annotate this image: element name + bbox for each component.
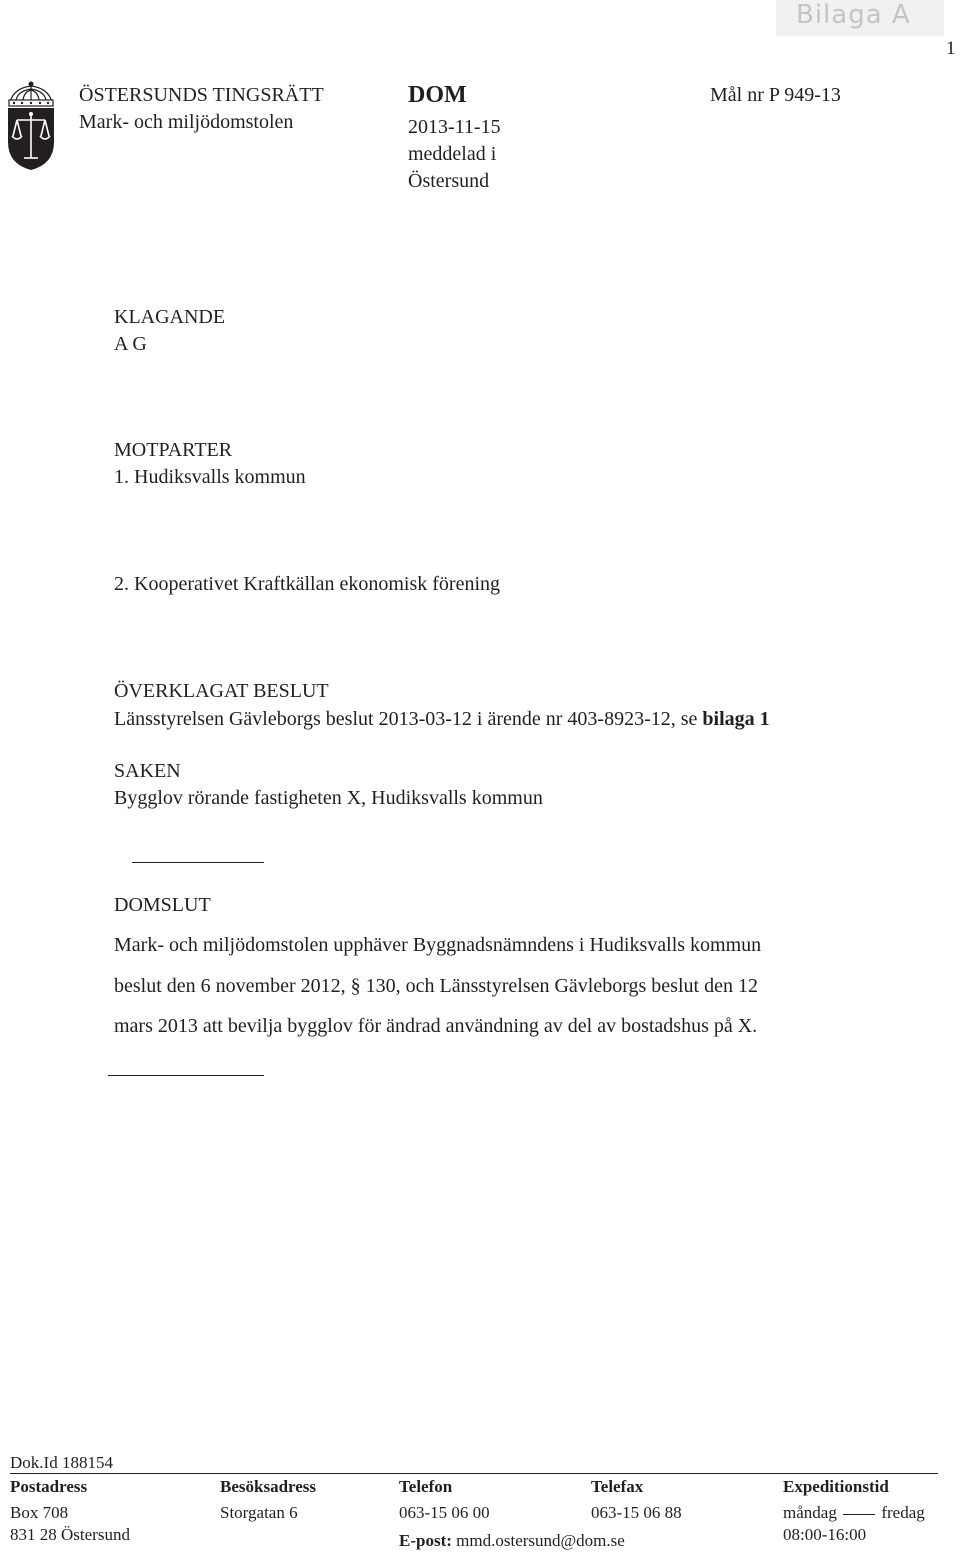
judgment-date: 2013-11-15 — [408, 116, 501, 138]
postal-address-heading: Postadress — [10, 1477, 88, 1496]
appendix-reference: bilaga 1 — [702, 708, 770, 730]
judgment-line-1: Mark- och miljödomstolen upphäver Byggnadsnämndens i Hudiksvalls kommun — [114, 934, 762, 956]
judgment-line-3: mars 2013 att bevilja bygglov för ändrad användning av del av bostadshus på X. — [114, 1015, 758, 1037]
fax-number: 063-15 06 88 — [591, 1503, 682, 1522]
attachment-stamp: Bilaga A — [796, 0, 911, 30]
footer-rule — [10, 1473, 938, 1474]
email-address[interactable]: mmd.ostersund@dom.se — [456, 1531, 625, 1550]
visiting-address-heading: Besöksadress — [220, 1477, 317, 1496]
phone-number: 063-15 06 00 — [399, 1503, 490, 1522]
court-coat-of-arms-logo — [4, 80, 58, 172]
appealed-decision-text — [114, 708, 770, 731]
postal-address-line-1: Box 708 — [10, 1503, 69, 1522]
opponent-2: 2. Kooperativet Kraftkällan ekonomisk förening — [114, 573, 500, 595]
appellant-heading: KLAGANDE — [114, 306, 226, 328]
office-hours-day-end: fredag — [881, 1503, 925, 1522]
judgment-line-2 — [114, 975, 758, 998]
fax-heading: Telefax — [591, 1477, 644, 1496]
office-hours-heading: Expeditionstid — [783, 1477, 889, 1496]
phone-heading: Telefon — [399, 1477, 453, 1496]
dash-separator — [843, 1514, 875, 1515]
judgment-line-2-end: 130, och Länsstyrelsen Gävleborgs beslut den 12 — [365, 975, 758, 997]
appealed-decision-heading: ÖVERKLAGAT BESLUT — [114, 680, 329, 702]
separator-line-top — [132, 862, 264, 863]
document-id: Dok.Id 188154 — [10, 1453, 113, 1472]
judgment-line-2-start: beslut den 6 november 2012, — [114, 975, 346, 997]
postal-address-line-2: 831 28 Östersund — [10, 1525, 130, 1544]
document-type: DOM — [408, 82, 467, 108]
appealed-decision-body: Länsstyrelsen Gävleborgs beslut 2013-03-12 i ärende nr 403-8923-12, se — [114, 708, 698, 730]
court-name: ÖSTERSUNDS TINGSRÄTT — [79, 84, 324, 106]
judgment-heading: DOMSLUT — [114, 894, 211, 916]
opponent-1: 1. Hudiksvalls kommun — [114, 466, 306, 488]
separator-line-bottom — [108, 1075, 264, 1076]
opponents-heading: MOTPARTER — [114, 439, 233, 461]
announced-label: meddelad i — [408, 143, 497, 165]
matter-text: Bygglov rörande fastigheten X, Hudiksvalls kommun — [114, 787, 543, 809]
matter-heading: SAKEN — [114, 760, 181, 782]
section-sign: § — [350, 975, 361, 997]
court-division: Mark- och miljödomstolen — [79, 111, 294, 133]
visiting-address-line-1: Storgatan 6 — [220, 1503, 298, 1522]
appellant-name: A G — [114, 333, 147, 355]
case-number: Mål nr P 949-13 — [710, 84, 841, 106]
office-hours-day-start: måndag — [783, 1503, 837, 1522]
email-line — [399, 1531, 625, 1551]
office-hours-days — [783, 1503, 925, 1523]
office-hours-time: 08:00-16:00 — [783, 1525, 867, 1544]
email-label: E-post: — [399, 1531, 452, 1550]
page-number: 1 — [946, 38, 956, 59]
announced-place: Östersund — [408, 170, 490, 192]
